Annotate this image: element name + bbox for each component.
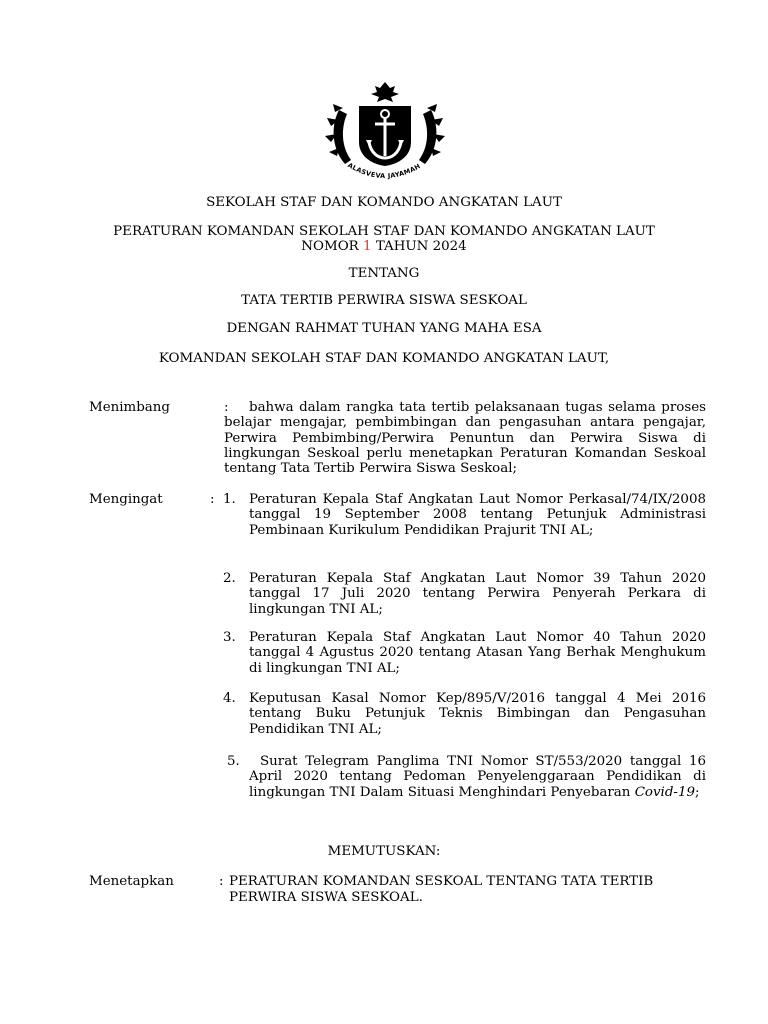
mengingat-colon: : (210, 492, 215, 507)
mengingat-item-number: 1. (223, 492, 236, 507)
mengingat-item-number: 3. (223, 630, 236, 645)
mengingat-item-text: Surat Telegram Panglima TNI Nomor ST/553/2020 tanggal 16 April 2020 tentang Pedoman Penyelenggaraan Pendidikan di lingkungan TNI Dalam Situasi Menghindari Penyebaran Covid-19; (249, 754, 706, 800)
menimbang-label: Menimbang (89, 400, 170, 415)
navy-crest-emblem (325, 80, 445, 188)
menimbang-text: bahwa dalam rangka tata tertib pelaksanaan tugas selama proses belajar mengajar, pembimbingan dan pengasuhan antara pengajar, Perwira Pembimbing/Perwira Penuntun dan Perwira Siswa di lingkungan Seskoal perlu menetapkan Peraturan Komandan Seskoal tentang Tata Tertib Perwira Siswa Seskoal; (224, 400, 706, 477)
mengingat-item-text: Peraturan Kepala Staf Angkatan Laut Nomor 40 Tahun 2020 tanggal 4 Agustus 2020 tentang Atasan Yang Berhak Menghukum di lingkungan TNI AL; (249, 630, 706, 676)
menetapkan-text-line1: PERATURAN KOMANDAN SESKOAL TENTANG TATA TERTIB (229, 874, 654, 889)
mengingat-item-number: 2. (223, 571, 236, 586)
decision-heading: MEMUTUSKAN: (327, 844, 441, 859)
about-label: TENTANG (348, 266, 420, 281)
mengingat-item-number: 5. (227, 754, 240, 769)
mengingat-item-text: Peraturan Kepala Staf Angkatan Laut Nomor 39 Tahun 2020 tanggal 17 Juli 2020 tentang Perwira Penyerah Perkara di lingkungan TNI AL; (249, 571, 706, 617)
regulation-subject: TATA TERTIB PERWIRA SISWA SESKOAL (241, 293, 527, 308)
institution-name: SEKOLAH STAF DAN KOMANDO ANGKATAN LAUT (206, 195, 562, 210)
mengingat-item-text: Peraturan Kepala Staf Angkatan Laut Nomor Perkasal/74/IX/2008 tanggal 19 September 2008 tentang Petunjuk Administrasi Pembinaan Kurikulum Pendidikan Prajurit TNI AL; (249, 492, 706, 538)
mengingat-label: Mengingat (89, 492, 163, 507)
regulation-number-value: 1 (363, 239, 372, 254)
regulation-number: NOMOR 1 TAHUN 2024 (301, 239, 467, 254)
motto-text: ALASVEVA JAYAMAH (346, 161, 422, 181)
mengingat-item-number: 4. (223, 691, 236, 706)
issuer-line: KOMANDAN SEKOLAH STAF DAN KOMANDO ANGKATAN LAUT, (158, 351, 610, 366)
mengingat-item-text: Keputusan Kasal Nomor Kep/895/V/2016 tanggal 4 Mei 2016 tentang Buku Petunjuk Teknis Bimbingan dan Pengasuhan Pendidikan TNI AL; (249, 691, 706, 737)
menetapkan-colon: : (219, 874, 224, 889)
menimbang-colon: : (224, 400, 229, 415)
regulation-title: PERATURAN KOMANDAN SEKOLAH STAF DAN KOMANDO ANGKATAN LAUT (113, 224, 655, 239)
menetapkan-label: Menetapkan (89, 874, 174, 889)
blessing-line: DENGAN RAHMAT TUHAN YANG MAHA ESA (226, 321, 542, 336)
menetapkan-text-line2: PERWIRA SISWA SESKOAL. (229, 890, 423, 905)
